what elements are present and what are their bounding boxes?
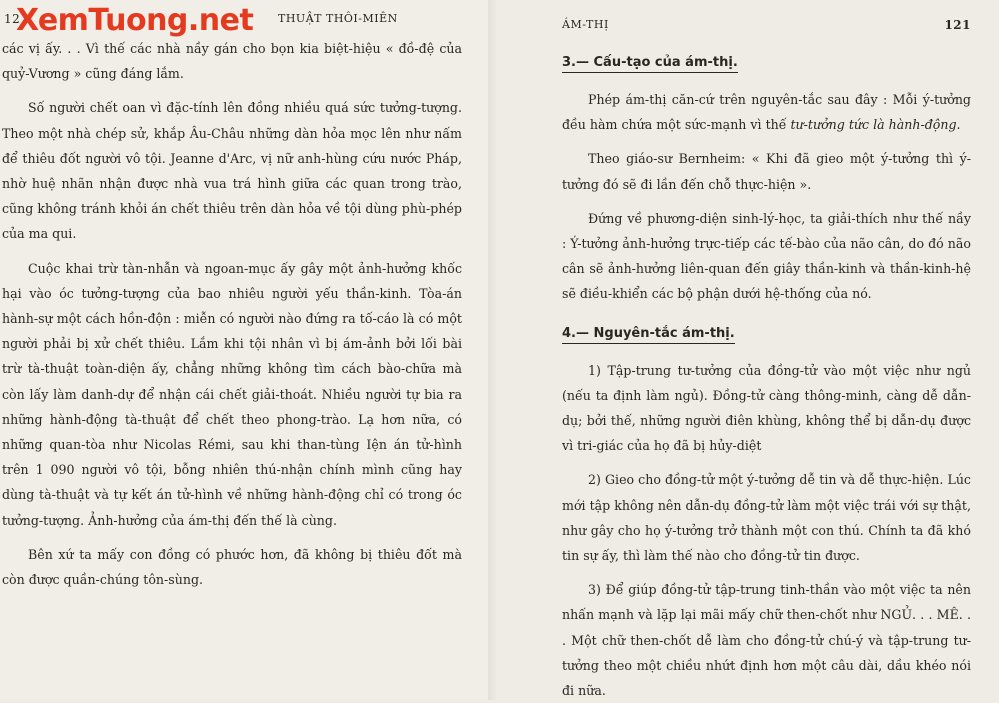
book-gutter xyxy=(488,0,502,700)
section-4-item-3: 3) Để giúp đồng-tử tập-trung tinh-thần vào một việc ta nên nhấn mạnh và lặp lại mãi mấy chữ then-chốt như NGỦ. . . MÊ. . . Một chữ then-chốt dễ làm cho đồng-tử chú-ý và tập-trung tư-tưởng theo một chiều nhứt định hơn một câu dài, dầu khéo nói đi nữa. xyxy=(562,582,971,699)
section-3-paragraph-3: Đứng về phương-diện sinh-lý-học, ta giải-thích như thế nầy : Ý-tưởng ảnh-hưởng trực-tiếp các tế-bào của não cân, do đó não cân sẽ ảnh-hưởng liên-quan đến giây thần-kinh và thần-kinh-hệ sẽ điều-khiển các bộ phận dưới hệ-thống của nó. xyxy=(562,210,971,302)
right-page-header xyxy=(562,10,971,40)
left-paragraph-1: các vị ấy. . . Vì thế các nhà nầy gán cho bọn kia biệt-hiệu « đồ-đệ của quỷ-Vương » cũng đáng lắm. xyxy=(2,41,462,82)
section-3-paragraph-1-text: Phép ám-thị căn-cứ trên nguyên-tắc sau đây : Mỗi ý-tưởng đều hàm chứa một sức-mạnh vì thế xyxy=(562,92,971,133)
section-3-paragraph-1-end: . xyxy=(956,117,961,133)
left-running-title: THUẬT THÔI-MIÊN xyxy=(278,12,398,25)
left-page xyxy=(0,0,488,700)
section-3-heading: 3.— Cấu-tạo của ám-thị. xyxy=(562,54,738,73)
left-page-number: 12 xyxy=(4,12,21,26)
left-paragraph-4: Bên xứ ta mấy con đồng có phước hơn, đã không bị thiêu đốt mà còn được quần-chúng tôn-sùng. xyxy=(2,546,462,588)
section-3-paragraph-1-emphasis: tư-tưởng tức là hành-động xyxy=(790,117,957,133)
right-page xyxy=(488,0,999,700)
right-running-title: ÁM-THỊ xyxy=(562,18,609,31)
left-paragraph-3: Cuộc khai trừ tàn-nhẫn và ngoan-mục ấy gây một ảnh-hưởng khốc hại vào óc tưởng-tượng của bao nhiêu người yếu thần-kinh. Tòa-án hành-sự một cách hồn-độn : miễn có người nào đứng ra tố-cáo là có một người phải bị xử chết thiêu. Lắm khi tội nhân vì bị ám-ảnh bởi lối bài trừ tà-thuật toàn-diện ấy, chẳng những không tìm cách bào-chữa mà còn lấy làm danh-dự để nhận cái chết giải-thoát. Nhiều người tự bia ra những hành-động tà-thuật để chết theo phong-trào. Lạ hơn nữa, có những quan-tòa như Nicolas Rémi, sau khi than-tùng Iện án tử-hình trên 1 090 người vô tội, bỗng nhiên thú-nhận chính mình cũng hay dùng tà-thuật và tự kết án tử-hình về những hành-động chỉ có trong óc tưởng-tượng. Ảnh-hưởng của ám-thị đến thế là cùng. xyxy=(2,260,462,528)
right-page-body xyxy=(562,40,971,703)
watermark-logo: XemTuong.net xyxy=(16,3,254,38)
section-4-heading: 4.— Nguyên-tắc ám-thị. xyxy=(562,325,735,344)
right-page-number: 121 xyxy=(944,18,971,32)
section-4-item-1: 1) Tập-trung tư-tưởng của đồng-tử vào một việc như ngủ (nếu ta định làm ngủ). Đồng-tử càng thông-minh, càng dễ dẫn-dụ; bởi thế, những người điên khùng, không thể bị dẫn-dụ được vì tri-giác của họ đã bị hủy-diệt xyxy=(562,362,971,454)
section-4-item-2: 2) Gieo cho đồng-tử một ý-tưởng dễ tin và dễ thực-hiện. Lúc mới tập không nên dẫn-dụ đồng-tử làm một việc trái với sự thật, như gây cho họ ý-tưởng trở thành một con thú. Chính ta đã khó tin sự ấy, thì làm thế nào cho đồng-tử tin được. xyxy=(562,472,971,564)
section-3-paragraph-1 xyxy=(562,87,971,137)
left-page-header xyxy=(2,3,462,38)
left-page-body xyxy=(2,36,462,592)
section-3-paragraph-2: Theo giáo-sư Bernheim: « Khi đã gieo một ý-tưởng thì ý-tưởng đó sẽ đi lần đến chỗ thực-hiện ». xyxy=(562,151,971,192)
left-paragraph-2: Số người chết oan vì đặc-tính lên đồng nhiều quá sức tưởng-tượng. Theo một nhà chép sử, khắp Âu-Châu những dàn hỏa mọc lên như nấm để thiêu đốt người vô tội. Jeanne d'Arc, vị nữ anh-hùng cứu nước Pháp, nhờ huệ nhãn nhận được nhà vua trá hình giữa các quan trong trào, cũng không tránh khỏi án chết thiêu trên dàn hỏa về tội dùng phù-phép của ma qui. xyxy=(2,100,462,242)
